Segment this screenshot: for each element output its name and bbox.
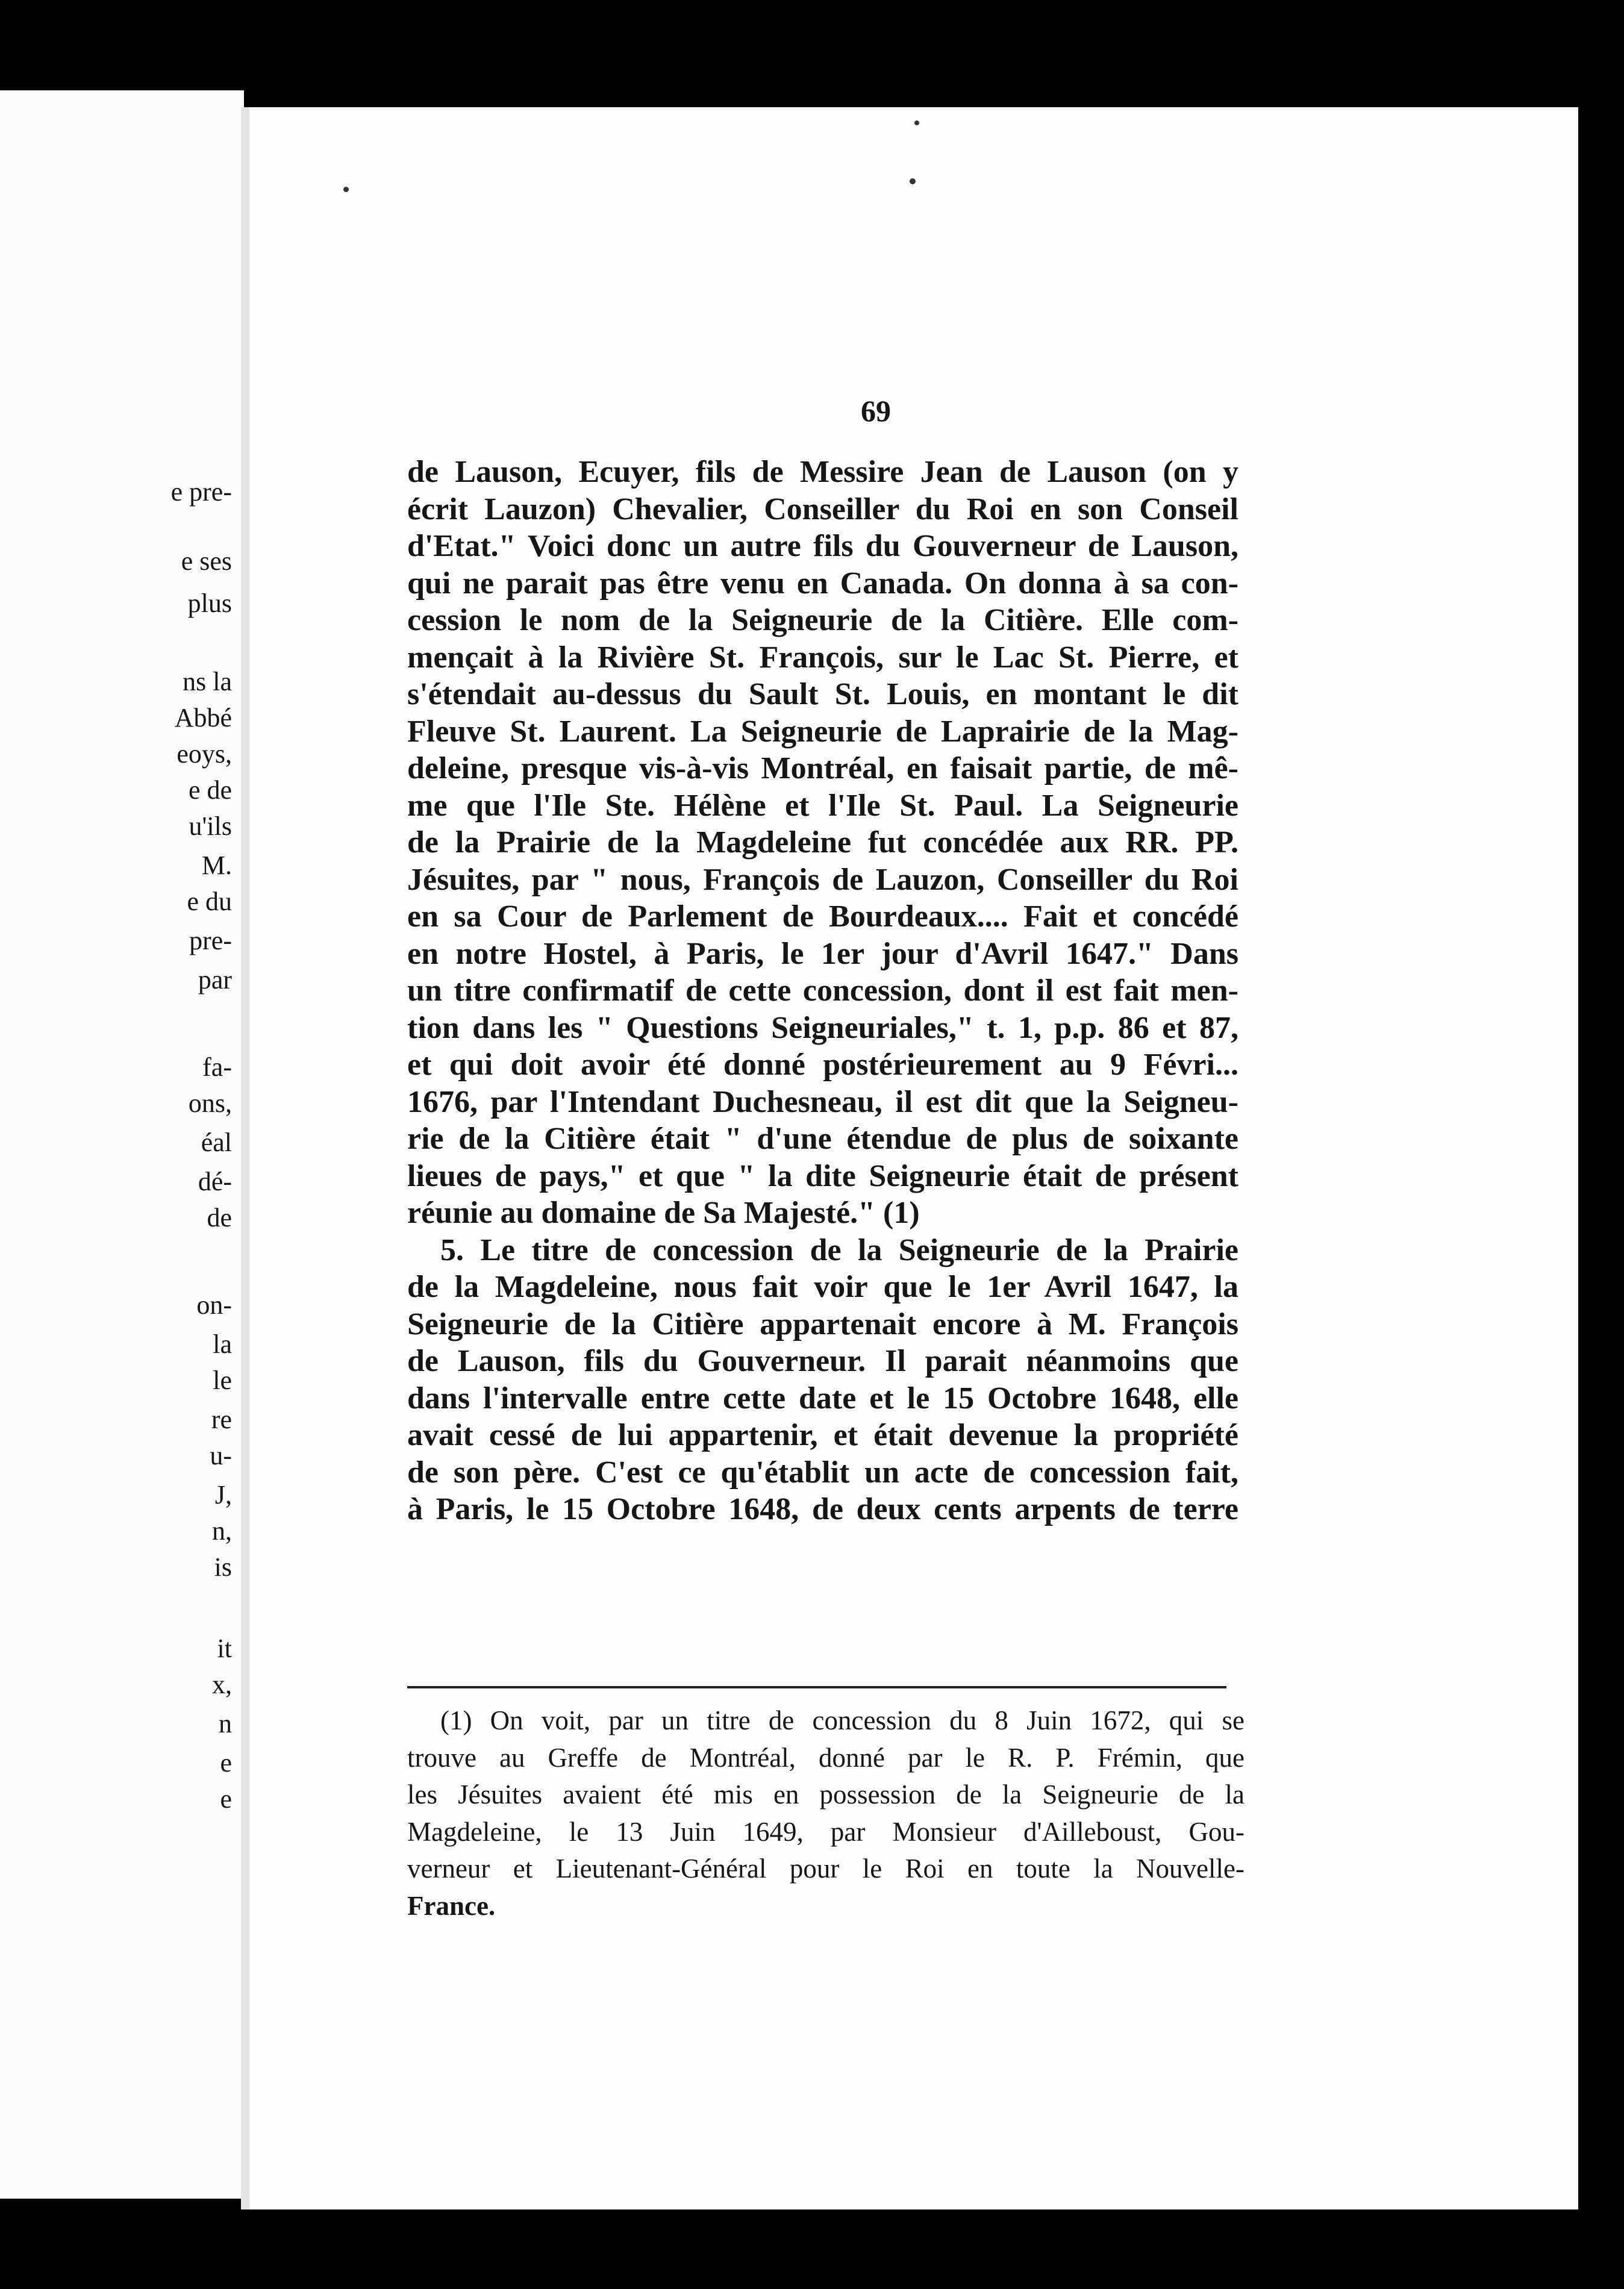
text-line: un titre confirmatif de cette concession, dont il est fait men- — [407, 973, 1238, 1008]
footnote-line: (1) On voit, par un titre de concession du 8 Juin 1672, qui se — [440, 1705, 1245, 1735]
ink-speck — [343, 187, 349, 192]
text-line: deleine, presque vis-à-vis Montréal, en faisait partie, de mê- — [407, 751, 1238, 785]
text-line: de son père. C'est ce qu'établit un acte de concession fait, — [407, 1455, 1238, 1490]
text-line: Fleuve St. Laurent. La Seigneurie de Laprairie de la Mag- — [407, 714, 1238, 749]
text-line: dans l'intervalle entre cette date et le 15 Octobre 1648, elle — [407, 1381, 1238, 1416]
footnote-line: Magdeleine, le 13 Juin 1649, par Monsieur d'Ailleboust, Gou- — [407, 1816, 1245, 1847]
text-line: 1676, par l'Intendant Duchesneau, il est dit que la Seigneu- — [407, 1084, 1238, 1119]
footnote-line: les Jésuites avaient été mis en possession de la Seigneurie de la — [407, 1779, 1245, 1810]
paragraph-start-line: 5. Le titre de concession de la Seigneurie de la Prairie — [440, 1232, 1238, 1267]
left-line: Abbé — [174, 703, 232, 732]
left-line: ns la — [183, 667, 232, 696]
left-line: J, — [214, 1480, 232, 1510]
page-number: 69 — [861, 394, 891, 428]
left-line: is — [214, 1552, 232, 1582]
text-line: s'étendait au-dessus du Sault St. Louis, en montant le dit — [407, 677, 1238, 711]
text-line: mençait à la Rivière St. François, sur le Lac St. Pierre, et — [407, 640, 1238, 675]
left-page-fragment — [0, 90, 244, 2199]
left-line: la — [213, 1329, 232, 1359]
left-line: dé- — [198, 1167, 232, 1196]
left-line: fa- — [202, 1052, 232, 1082]
text-line: à Paris, le 15 Octobre 1648, de deux cents arpents de terre — [407, 1492, 1238, 1526]
text-line: de Lauson, Ecuyer, fils de Messire Jean de Lauson (on y — [407, 455, 1238, 489]
book-page — [241, 107, 1578, 2209]
ink-speck — [910, 178, 916, 184]
left-line: u- — [210, 1441, 232, 1470]
left-line: M. — [201, 851, 232, 880]
left-line: eoys, — [176, 739, 232, 769]
left-line: e — [220, 1748, 232, 1778]
footnote-line: trouve au Greffe de Montréal, donné par le R. P. Frémin, que — [407, 1742, 1245, 1773]
text-line: Seigneurie de la Citière appartenait encore à M. François — [407, 1307, 1238, 1341]
footnote-line: France. — [407, 1890, 496, 1921]
left-line: pre- — [189, 926, 232, 955]
left-line: e pre- — [170, 477, 232, 507]
footnote — [407, 1702, 1245, 1925]
text-line: me que l'Ile Ste. Hélène et l'Ile St. Paul. La Seigneurie — [407, 788, 1238, 823]
left-line: de — [207, 1203, 232, 1232]
left-line: e du — [187, 887, 232, 916]
text-line: réunie au domaine de Sa Majesté." (1) — [407, 1196, 920, 1230]
left-line: par — [198, 965, 232, 995]
left-line: le — [213, 1366, 232, 1395]
text-line: tion dans les " Questions Seigneuriales," t. 1, p.p. 86 et 87, — [407, 1010, 1238, 1045]
left-line: e de — [188, 775, 232, 805]
text-line: de la Magdeleine, nous fait voir que le 1er Avril 1647, la — [407, 1270, 1238, 1304]
left-line: n — [219, 1709, 232, 1738]
text-line: qui ne parait pas être venu en Canada. On donna à sa con- — [407, 566, 1238, 601]
text-line: en notre Hostel, à Paris, le 1er jour d'Avril 1647." Dans — [407, 936, 1238, 971]
left-line: it — [217, 1634, 232, 1663]
body-text — [407, 454, 1238, 1528]
left-line: e — [220, 1784, 232, 1814]
text-line: d'Etat." Voici donc un autre fils du Gouverneur de Lauson, — [407, 529, 1238, 563]
text-line: avait cessé de lui appartenir, et était devenue la propriété — [407, 1418, 1238, 1452]
left-line: re — [211, 1405, 232, 1434]
left-line: éal — [201, 1128, 232, 1157]
text-line: de la Prairie de la Magdeleine fut concédée aux RR. PP. — [407, 825, 1238, 860]
text-line: en sa Cour de Parlement de Bourdeaux.... Fait et concédé — [407, 899, 1238, 934]
left-line: n, — [212, 1516, 232, 1546]
text-line: cession le nom de la Seigneurie de la Citière. Elle com- — [407, 603, 1238, 637]
left-line: plus — [187, 589, 232, 618]
left-line: ons, — [188, 1088, 232, 1118]
left-line: x, — [212, 1670, 232, 1699]
left-line: on- — [196, 1290, 232, 1320]
text-line: Jésuites, par " nous, François de Lauzon, Conseiller du Roi — [407, 862, 1238, 897]
text-line: et qui doit avoir été donné postérieurement au 9 Févri... — [407, 1048, 1238, 1082]
ink-speck — [914, 120, 919, 125]
footnote-rule — [407, 1686, 1226, 1688]
text-line: écrit Lauzon) Chevalier, Conseiller du Roi en son Conseil — [407, 492, 1238, 526]
text-line: rie de la Citière était " d'une étendue de plus de soixante — [407, 1122, 1238, 1156]
left-line: u'ils — [189, 811, 232, 841]
footnote-line: verneur et Lieutenant-Général pour le Roi en toute la Nouvelle- — [407, 1853, 1245, 1884]
text-line: de Lauson, fils du Gouverneur. Il parait néanmoins que — [407, 1344, 1238, 1378]
left-line: e ses — [181, 546, 232, 576]
text-line: lieues de pays," et que " la dite Seigneurie était de présent — [407, 1158, 1238, 1193]
